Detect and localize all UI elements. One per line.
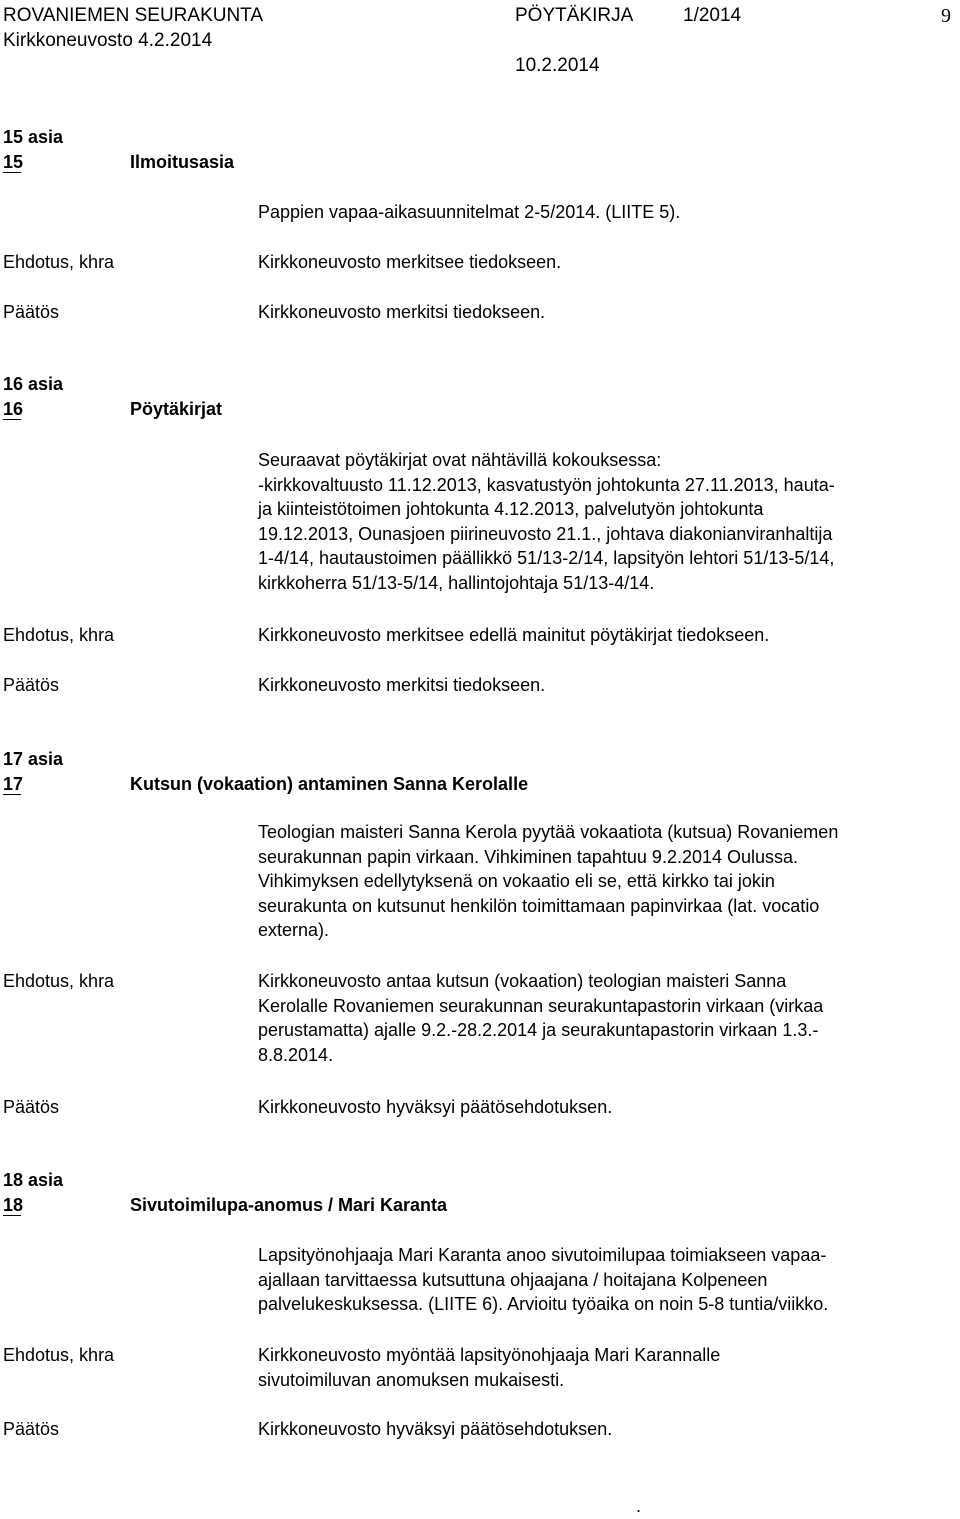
item-15-decision-label: Päätös: [3, 302, 60, 322]
header-page-number: 9: [941, 5, 951, 27]
item-15-title: Ilmoitusasia: [130, 152, 235, 172]
item-18-number: 18: [3, 1195, 24, 1215]
item-18-section-mark: [3, 1215, 21, 1216]
header-meeting: Kirkkoneuvosto 4.2.2014: [3, 30, 213, 51]
item-16-asia-label: 16 asia: [3, 374, 64, 394]
item-18-decision-label: Päätös: [3, 1419, 60, 1439]
item-17-intro: Teologian maisteri Sanna Kerola pyytää vokaatiota (kutsua) Rovaniemen seurakunnan papin virkaan. Vihkiminen tapahtuu 9.2.2014 Oulussa. Vihkimyksen edellytyksenä on vokaatio eli se, että kirkko tai jokin seurakunta on kutsunut henkilön toimittamaan papinvirkaa (lat. vocatio externa).: [258, 822, 839, 940]
header-number: 1/2014: [683, 5, 742, 26]
item-18-proposal-label: Ehdotus, khra: [3, 1345, 115, 1365]
item-16-number: 16: [3, 399, 24, 419]
header-doc-type: PÖYTÄKIRJA: [515, 5, 634, 26]
item-17-decision-label: Päätös: [3, 1097, 60, 1117]
item-16-decision: Kirkkoneuvosto merkitsi tiedokseen.: [258, 675, 546, 695]
item-18-proposal: Kirkkoneuvosto myöntää lapsityönohjaaja Mari Karannalle sivutoimiluvan anomuksen mukaisesti.: [258, 1345, 721, 1390]
item-15-number: 15: [3, 152, 24, 172]
item-17-section-mark: [3, 794, 21, 795]
item-18-asia-label: 18 asia: [3, 1170, 64, 1190]
item-17-title: Kutsun (vokaation) antaminen Sanna Kerolalle: [130, 774, 529, 794]
item-15-proposal-label: Ehdotus, khra: [3, 252, 115, 272]
item-15-decision: Kirkkoneuvosto merkitsi tiedokseen.: [258, 302, 546, 322]
item-15-proposal: Kirkkoneuvosto merkitsee tiedokseen.: [258, 252, 562, 272]
item-16-decision-label: Päätös: [3, 675, 60, 695]
item-16-section-mark: [3, 419, 21, 420]
item-16-proposal-label: Ehdotus, khra: [3, 625, 115, 645]
item-15-asia-label: 15 asia: [3, 127, 64, 147]
item-17-number: 17: [3, 774, 24, 794]
footer-mark: .: [636, 1496, 642, 1516]
item-18-title: Sivutoimilupa-anomus / Mari Karanta: [130, 1195, 448, 1215]
item-15-intro: Pappien vapaa-aikasuunnitelmat 2-5/2014. (LIITE 5).: [258, 202, 681, 222]
item-17-decision: Kirkkoneuvosto hyväksyi päätösehdotuksen.: [258, 1097, 613, 1117]
item-16-proposal: Kirkkoneuvosto merkitsee edellä mainitut pöytäkirjat tiedokseen.: [258, 625, 770, 645]
item-15-section-mark: [3, 172, 21, 173]
item-16-title: Pöytäkirjat: [130, 399, 223, 419]
item-17-asia-label: 17 asia: [3, 749, 64, 769]
item-18-intro: Lapsityönohjaaja Mari Karanta anoo sivutoimilupaa toimiakseen vapaa- ajallaan tarvittaessa kutsuttuna ohjaajana / hoitajana Kolpeneen palvelukeskuksessa. (LIITE 6). Arvioitu työaika on noin 5-8 tuntia/viikko.: [258, 1245, 829, 1314]
header-date: 10.2.2014: [515, 55, 600, 76]
item-17-proposal-label: Ehdotus, khra: [3, 971, 115, 991]
item-17-proposal: Kirkkoneuvosto antaa kutsun (vokaation) teologian maisteri Sanna Kerolalle Rovaniemen seurakunnan seurakuntapastorin virkaan (virkaa perustamatta) ajalle 9.2.-28.2.2014 ja seurakuntapastorin virkaan 1.3.- 8.8.2014.: [258, 971, 824, 1065]
item-18-decision: Kirkkoneuvosto hyväksyi päätösehdotuksen.: [258, 1419, 613, 1439]
header-org: ROVANIEMEN SEURAKUNTA: [3, 5, 264, 26]
item-16-intro: Seuraavat pöytäkirjat ovat nähtävillä kokouksessa: -kirkkovaltuusto 11.12.2013, kasvatustyön johtokunta 27.11.2013, hauta- ja kiinteistötoimen johtokunta 4.12.2013, palvelutyön johtokunta 19.12.2013, Ounasjoen piirineuvosto 21.1., johtava diakonianviranhaltija 1-4/14, hautaustoimen päällikkö 51/13-2/14, lapsityön lehtori 51/13-5/14, kirkkoherra 51/13-5/14, hallintojohtaja 51/13-4/14.: [258, 450, 835, 593]
